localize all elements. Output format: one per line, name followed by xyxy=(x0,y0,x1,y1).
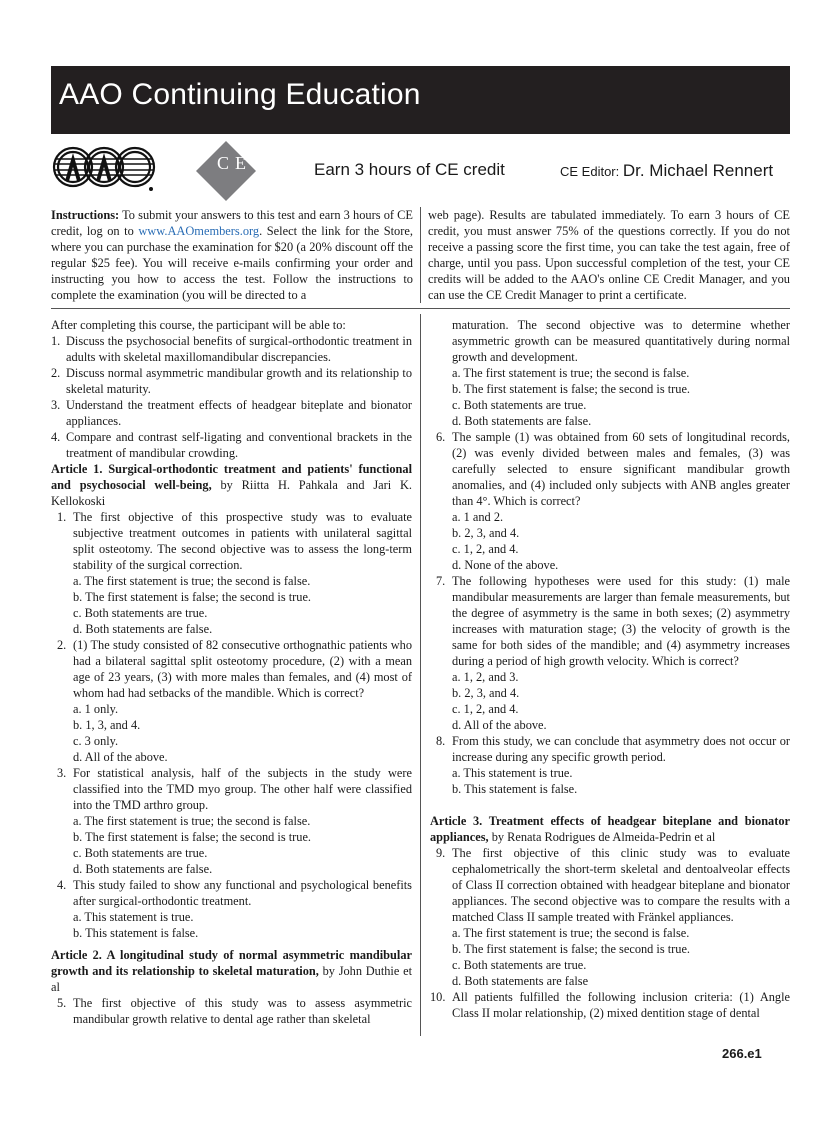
answer-option[interactable]: a. 1 and 2. xyxy=(452,510,504,524)
answer-option[interactable]: b. This statement is false. xyxy=(452,782,578,796)
answer-option[interactable]: a. This statement is true. xyxy=(73,910,194,924)
objective-item: 3. Understand the treatment effects of headgear biteplate and bionator appliances. xyxy=(51,398,412,428)
ce-logo xyxy=(195,140,257,202)
section-rule xyxy=(51,308,790,309)
answer-option[interactable]: c. Both statements are true. xyxy=(73,846,208,860)
answer-option[interactable]: c. 3 only. xyxy=(73,734,119,748)
article-3-authors: by Renata Rodrigues de Almeida-Pedrin et al xyxy=(488,830,716,844)
answer-option[interactable]: a. The first statement is true; the second is false. xyxy=(73,814,311,828)
question-5-continued: maturation. The second objective was to determine whether asymmetric growth can be measured quantitatively during normal growth and development. xyxy=(452,318,790,364)
column-divider xyxy=(420,314,421,1036)
aao-logo xyxy=(51,143,157,193)
answer-option[interactable]: d. Both statements are false. xyxy=(73,862,213,876)
question-text: The first objective of this clinic study was to evaluate cephalometrically the short-term skeletal and dentoalveolar effects of Class II correction obtained with headgear biteplane and bionator appliances. The second objective was to compare the results with a matched Class II sample treated with Fränkel appliances. xyxy=(452,846,790,924)
question-6 xyxy=(430,429,790,509)
answer-option[interactable]: b. 2, 3, and 4. xyxy=(452,526,520,540)
page-title: AAO Continuing Education xyxy=(59,78,421,111)
aao-members-link[interactable]: www.AAOmembers.org xyxy=(138,224,260,238)
earn-credit-heading: Earn 3 hours of CE credit xyxy=(314,160,505,179)
question-number: 6. xyxy=(436,430,446,444)
answer-option[interactable]: b. This statement is false. xyxy=(73,926,199,940)
question-number: 8. xyxy=(436,734,446,748)
instructions-left xyxy=(51,207,413,303)
ce-editor-label: CE Editor: xyxy=(560,164,623,179)
title-banner xyxy=(51,66,790,134)
answer-option[interactable]: a. The first statement is true; the second is false. xyxy=(452,366,690,380)
answer-option[interactable]: b. The first statement is false; the second is true. xyxy=(452,382,691,396)
answer-option[interactable]: b. 2, 3, and 4. xyxy=(452,686,520,700)
question-4: 4. This study failed to show any functional and psychological benefits after surgical-orthodontic treatment. xyxy=(57,878,412,908)
objectives-intro: After completing this course, the participant will be able to: xyxy=(51,318,346,332)
instructions-divider xyxy=(420,207,421,303)
right-column xyxy=(430,317,790,1021)
answer-option[interactable]: c. 1, 2, and 4. xyxy=(452,702,519,716)
question-2: 2. (1) The study consisted of 82 consecutive orthognathic patients who had a bilateral sagittal split osteotomy procedure, (2) with a mean age of 23 years, (3) with more males than females, and (4) most of whom had had setbacks of the mandible. Which is correct? xyxy=(57,638,412,700)
left-column xyxy=(51,317,412,1027)
question-number: 9. xyxy=(436,846,446,860)
instructions-text-2: . Select the link for the Store, where you can purchase the examination for $20 (a 20% discount off the regular $25 fee). You will receive e-mails confirming your order and instructing you how to access the test. Follow the instructions to complete the examination (you will be directed to a xyxy=(51,224,413,302)
question-5: 5. The first objective of this study was to assess asymmetric mandibular growth relative to dental age rather than skeletal xyxy=(57,996,412,1026)
ce-editor xyxy=(560,161,773,181)
ce-editor-name: Dr. Michael Rennert xyxy=(622,161,774,180)
article-3-title: Article 3. Treatment effects of headgear biteplane and bionator appliances, xyxy=(430,814,790,844)
instructions-right: web page). Results are tabulated immediately. To earn 3 hours of CE credit, you must answer 75% of the questions correctly. If you do not receive a passing score the first time, you can take the test again, free of charge, until you pass. Upon successful completion of the test, your CE credits will be added to the AAO's online CE Credit Manager, and you can use the CE Credit Manager to print a certificate. xyxy=(428,208,790,302)
article-1-heading: Article 1. Surgical-orthodontic treatment and patients' functional and psychosocial well-being, by Riitta H. Pahkala and Jari K. Kellokoski xyxy=(51,462,412,508)
answer-option[interactable]: a. The first statement is true; the second is false. xyxy=(73,574,311,588)
page-number: 266.e1 xyxy=(722,1046,762,1061)
question-number: 7. xyxy=(436,574,446,588)
answer-option[interactable]: b. The first statement is false; the second is true. xyxy=(73,830,312,844)
answer-option[interactable]: c. Both statements are true. xyxy=(452,398,587,412)
answer-option[interactable]: d. All of the above. xyxy=(73,750,168,764)
answer-option[interactable]: d. Both statements are false xyxy=(452,974,589,988)
answer-option[interactable]: a. 1, 2, and 3. xyxy=(452,670,519,684)
answer-option[interactable]: d. Both statements are false. xyxy=(452,414,592,428)
instructions-text-1: To submit your answers to this test and earn 3 hours of CE credit, log on to xyxy=(51,208,414,238)
question-3: 3. For statistical analysis, half of the subjects in the study were classified into the TMD myo group. The other half were classified into the TMD arthro group. xyxy=(57,766,412,812)
objective-item: 1. Discuss the psychosocial benefits of surgical-orthodontic treatment in adults with skeletal maxillomandibular discrepancies. xyxy=(51,334,412,364)
objective-item: 4. Compare and contrast self-ligating and conventional brackets in the treatment of mandibular crowding. xyxy=(51,430,412,460)
question-1: 1. The first objective of this prospective study was to evaluate subjective treatment outcomes in patients with unilateral sagittal split osteotomy. The second objective was to assess the long-term stability of the surgical correction. xyxy=(57,510,412,572)
answer-option[interactable]: a. 1 only. xyxy=(73,702,119,716)
answer-option[interactable]: d. Both statements are false. xyxy=(73,622,213,636)
answer-option[interactable]: d. All of the above. xyxy=(452,718,547,732)
answer-option[interactable]: a. This statement is true. xyxy=(452,766,573,780)
answer-option[interactable]: b. The first statement is false; the second is true. xyxy=(452,942,691,956)
answer-option[interactable]: b. 1, 3, and 4. xyxy=(73,718,141,732)
answer-option[interactable]: d. None of the above. xyxy=(452,558,559,572)
answer-option[interactable]: b. The first statement is false; the second is true. xyxy=(73,590,312,604)
question-number: 10. xyxy=(430,990,446,1004)
answer-option[interactable]: c. Both statements are true. xyxy=(452,958,587,972)
ce-logo-text: CE xyxy=(217,153,253,173)
question-9 xyxy=(430,845,790,925)
question-text: The following hypotheses were used for this study: (1) male mandibular measurements are larger than female measurements, but the degree of asymmetry is the same in both sexes; (2) asymmetry increases with maturation stage; (3) the velocity of growth is the same for both sides of the mandible; and (4) asymmetry increases during a period of high growth velocity. Which is correct? xyxy=(452,574,790,668)
question-text: From this study, we can conclude that asymmetry does not occur or increase during any specific growth period. xyxy=(452,734,790,764)
question-10 xyxy=(430,989,790,1021)
question-text: The sample (1) was obtained from 60 sets of longitudinal records, (2) was evenly divided between males and females, (3) was carefully selected to ensure significant mandibular growth anomalies, and (4) included only subjects with ANB angles greater than 4°. Which is correct? xyxy=(452,430,790,508)
answer-option[interactable]: c. 1, 2, and 4. xyxy=(452,542,519,556)
answer-option[interactable]: a. The first statement is true; the second is false. xyxy=(452,926,690,940)
article-2-heading: Article 2. A longitudinal study of normal asymmetric mandibular growth and its relationship to skeletal maturation, by John Duthie et al xyxy=(51,948,412,994)
answer-option[interactable]: c. Both statements are true. xyxy=(73,606,208,620)
question-text: All patients fulfilled the following inclusion criteria: (1) Angle Class II molar relationship, (2) mixed dentition stage of dental xyxy=(452,990,790,1020)
objective-item: 2. Discuss normal asymmetric mandibular growth and its relationship to skeletal maturity. xyxy=(51,366,412,396)
article-3-heading xyxy=(430,813,790,845)
question-8 xyxy=(430,733,790,765)
instructions-label: Instructions: xyxy=(51,208,120,222)
question-7 xyxy=(430,573,790,669)
